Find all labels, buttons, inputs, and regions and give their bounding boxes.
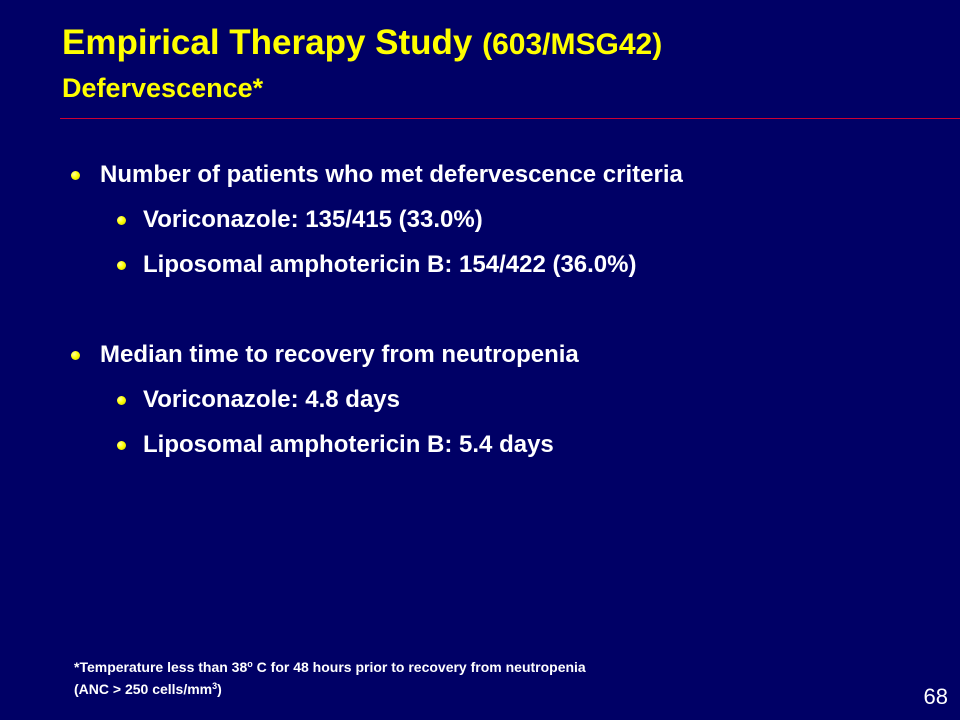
- footnote-line-1: [74, 656, 586, 678]
- title-divider: [60, 118, 960, 119]
- footnote-text: ): [217, 681, 222, 697]
- slide-title-block: [62, 22, 942, 106]
- bullet-amphotericin-defervescence: [143, 250, 637, 280]
- bullet-voriconazole-recovery: [143, 385, 400, 415]
- footnote-text: *Temperature less than 38: [74, 659, 248, 675]
- bullet-text: Voriconazole: 135/415 (33.0%): [143, 206, 483, 233]
- bullet-dot-icon: [117, 441, 126, 450]
- footnote-line-2: [74, 678, 586, 700]
- footnote: [74, 656, 586, 700]
- bullet-dot-icon: [71, 351, 80, 360]
- footnote-text: C for 48 hours prior to recovery from neutropenia: [252, 659, 586, 675]
- bullet-neutropenia-recovery: [100, 340, 579, 370]
- page-number: 68: [923, 684, 948, 709]
- bullet-defervescence-criteria: [100, 160, 683, 190]
- degree-superscript: o: [247, 659, 253, 669]
- bullet-dot-icon: [117, 261, 126, 270]
- bullet-text: Liposomal amphotericin B: 5.4 days: [143, 431, 554, 458]
- bullet-text: Median time to recovery from neutropenia: [100, 341, 579, 368]
- bullet-voriconazole-defervescence: [143, 205, 483, 235]
- title-main: Empirical Therapy Study: [62, 23, 483, 62]
- bullet-text: Liposomal amphotericin B: 154/422 (36.0%): [143, 251, 637, 278]
- bullet-dot-icon: [117, 216, 126, 225]
- slide-title: [62, 22, 942, 66]
- bullet-amphotericin-recovery: [143, 430, 554, 460]
- bullet-text: Number of patients who met defervescence criteria: [100, 161, 683, 188]
- bullet-dot-icon: [71, 171, 80, 180]
- bullet-dot-icon: [117, 396, 126, 405]
- slide-subtitle: Defervescence*: [62, 73, 264, 103]
- bullet-text: Voriconazole: 4.8 days: [143, 386, 400, 413]
- footnote-text: (ANC > 250 cells/mm: [74, 681, 213, 697]
- cubed-superscript: 3: [212, 681, 218, 691]
- title-study-code: (603/MSG42): [482, 28, 663, 61]
